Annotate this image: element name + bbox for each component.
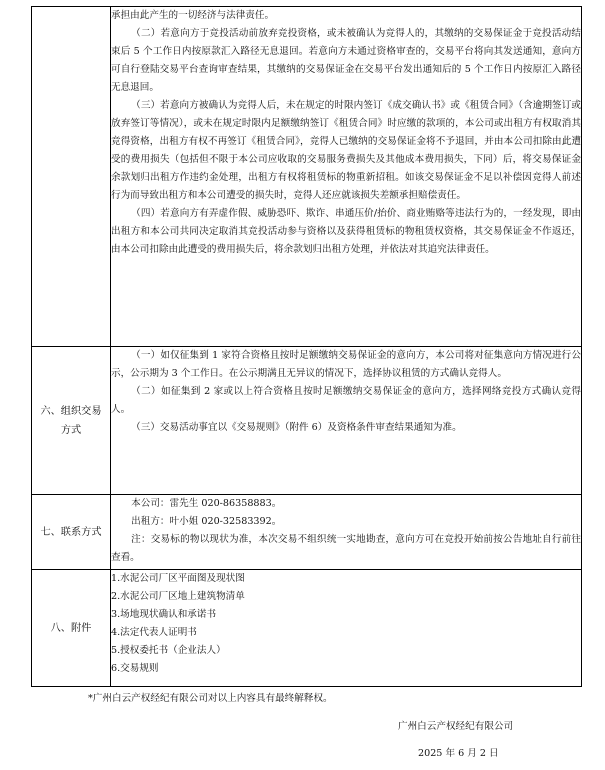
transaction-method-para-3: （三）交易活动事宜以《交易规则》（附件 6）及资格条件审查结果通知为准。 (131, 422, 462, 433)
company-signature: 广州白云产权经纪有限公司 (398, 721, 514, 732)
deposit-rules-clause-2: （二）若意向方于竞投活动前放弃竞投资格，或未被确认为竞得人的，其缴纳的交易保证金于竞投活动结束后 5 个工作日内按原款汇入路径无息退回。若意向方未通过资格审查的，交易平台将向其发送通知，意向方可自行登陆交易平台查询审查结果，其缴纳的交易保证金在交易平台发出通知后的 5 个工作日内按原汇入路径无息退回。 (111, 28, 581, 93)
contact-label: 七、联系方式 (32, 495, 111, 570)
deposit-rules-line-1: 承担由此产生的一切经济与法律责任。 (111, 10, 275, 21)
attachment-item: 3.场地现状确认和承诺书 (111, 609, 217, 620)
interpretation-note: *广州白云产权经纪有限公司对以上内容具有最终解释权。 (88, 693, 333, 704)
contact-row (32, 495, 582, 570)
attachments-row (32, 570, 582, 687)
deposit-rules-clause-3: （三）若意向方被确认为竞得人后，未在规定的时限内签订《成交确认书》或《租赁合同》（含逾期签订或放弃签订等情况），或未在规定时限内足额缴纳签订《租赁合同》时应缴的款项的，本公司或出租方有权取消其竞得资格，出租方有权不再签订《租赁合同》，竞得人已缴纳的交易保证金将不予退回，并由本公司扣除由此遭受的费用损失（包括但不限于本公司应收取的交易服务费损失及其他成本费用损失，下同）后，将交易保证金余款划归出租方作违约金处理，出租方有权将租赁标的物重新招租。如该交易保证金不足以补偿因竞得人前述行为而导致出租方和本公司遭受的损失时，竞得人还应就该损失差额承担赔偿责任。 (111, 100, 581, 201)
contact-company: 本公司：雷先生 020-86358883。 (131, 498, 282, 509)
contact-note: 注：交易标的物以现状为准，本次交易不组织统一实地勘查，意向方可在竞投开始前按公告地址自行前往查看。 (111, 534, 581, 563)
transaction-method-para-1: （一）如仅征集到 1 家符合资格且按时足额缴纳交易保证金的意向方，本公司将对征集意向方情况进行公示，公示期为 3 个工作日。在公示期满且无异议的情况下，选择协议租赁的方式确认竞得人。 (111, 350, 581, 379)
deposit-rules-row (32, 7, 582, 347)
attachments-list (111, 570, 582, 687)
transaction-method-row (32, 347, 582, 495)
attachment-item: 4.法定代表人证明书 (111, 627, 197, 638)
attachment-item: 2.水泥公司厂区地上建筑物清单 (111, 591, 245, 602)
transaction-method-para-2: （二）如征集到 2 家或以上符合资格且按时足额缴纳交易保证金的意向方，选择网络竞投方式确认竞得人。 (111, 386, 581, 415)
transaction-method-label: 六、组织交易方式 (32, 347, 111, 495)
transaction-method-content (111, 347, 582, 495)
attachments-label: 八、附件 (32, 570, 111, 687)
contact-lessor: 出租方：叶小姐 020-32583392。 (131, 516, 282, 527)
attachment-item: 5.授权委托书（企业法人） (111, 645, 226, 656)
issue-date: 2025 年 6 月 2 日 (418, 748, 499, 759)
deposit-rules-content (111, 7, 582, 347)
attachment-item: 6.交易规则 (111, 663, 159, 674)
attachment-item: 1.水泥公司厂区平面图及现状图 (111, 573, 245, 584)
contact-content (111, 495, 582, 570)
deposit-rules-label-cell (32, 7, 111, 347)
deposit-rules-clause-4: （四）若意向方有弄虚作假、威胁恐吓、欺诈、串通压价/抬价、商业贿赂等违法行为的，一经发现，即由出租方和本公司共同决定取消其竞投活动参与资格以及获得租赁标的物租赁权资格，其交易保证金不作返还，由本公司扣除由此遭受的费用损失后，将余款划归出租方处理，并依法对其追究法律责任。 (111, 208, 581, 255)
announcement-table (31, 6, 582, 687)
